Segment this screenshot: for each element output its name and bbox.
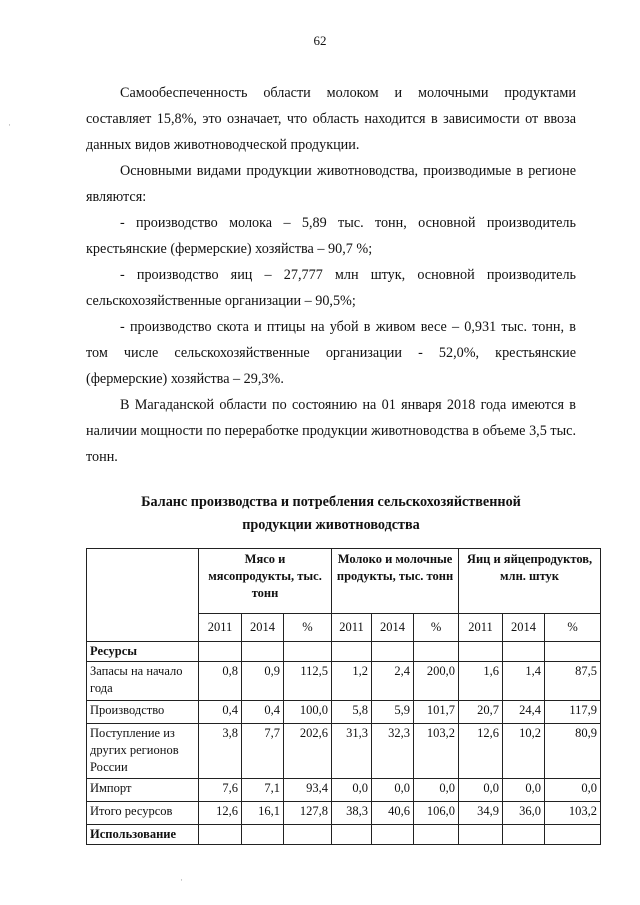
table-cell: 7,7	[242, 724, 284, 779]
table-cell: 117,9	[545, 701, 601, 724]
year-header: 2014	[242, 614, 284, 642]
paragraph-main-products: Основными видами продукции животноводства, производимые в регионе являются:	[86, 163, 576, 205]
table-cell: 0,8	[199, 662, 242, 701]
table-cell: 200,0	[414, 662, 459, 701]
table-cell: 24,4	[503, 701, 545, 724]
table-cell: 38,3	[332, 802, 372, 825]
header-meat: Мясо и мясопродукты, тыс. тонн	[199, 549, 332, 614]
table-cell: 0,4	[199, 701, 242, 724]
percent-header: %	[545, 614, 601, 642]
paragraph-livestock: - производство скота и птицы на убой в живом весе – 0,931 тыс. тонн, в том числе сельскохозяйственные организации - 52,0%, крестьянские (фермерские) хозяйства – 29,3%.	[86, 319, 576, 387]
year-header: 2014	[503, 614, 545, 642]
table-cell: 3,8	[199, 724, 242, 779]
row-label: Импорт	[87, 779, 199, 802]
scan-artifact-mark: ·	[180, 875, 183, 885]
paragraph-milk: - производство молока – 5,89 тыс. тонн, основной производитель крестьянские (фермерские) хозяйства – 90,7 %;	[86, 215, 576, 257]
table-cell: 5,9	[372, 701, 414, 724]
section-label-resources: Ресурсы	[87, 642, 199, 662]
percent-header: %	[414, 614, 459, 642]
table-cell: 0,0	[372, 779, 414, 802]
table-row	[87, 662, 601, 701]
balance-table	[86, 548, 601, 845]
paragraph-eggs: - производство яиц – 27,777 млн штук, основной производитель сельскохозяйственные организации – 90,5%;	[86, 267, 576, 309]
table-corner-cell	[87, 549, 199, 642]
table-cell: 80,9	[545, 724, 601, 779]
table-row	[87, 802, 601, 825]
table-title-line-2: продукции животноводства	[242, 517, 420, 533]
table-cell: 0,0	[545, 779, 601, 802]
table-row	[87, 779, 601, 802]
table-cell: 87,5	[545, 662, 601, 701]
paragraph-self-sufficiency: Самообеспеченность области молоком и молочными продуктами составляет 15,8%, это означает, что область находится в зависимости от ввоза данных видов животноводческой продукции.	[86, 85, 576, 153]
header-eggs: Яиц и яйцепродуктов, млн. штук	[459, 549, 601, 614]
table-title	[100, 491, 562, 537]
section-row-usage	[87, 825, 601, 845]
row-label: Запасы на начало года	[87, 662, 199, 701]
percent-header: %	[284, 614, 332, 642]
table-cell: 1,2	[332, 662, 372, 701]
year-header: 2011	[332, 614, 372, 642]
table-cell: 1,4	[503, 662, 545, 701]
table-cell: 100,0	[284, 701, 332, 724]
table-cell: 20,7	[459, 701, 503, 724]
row-label: Итого ресурсов	[87, 802, 199, 825]
page-number: 62	[313, 33, 327, 48]
table-cell: 16,1	[242, 802, 284, 825]
table-cell: 127,8	[284, 802, 332, 825]
table-cell: 12,6	[199, 802, 242, 825]
table-cell: 101,7	[414, 701, 459, 724]
table-cell: 112,5	[284, 662, 332, 701]
table-cell: 36,0	[503, 802, 545, 825]
year-header: 2011	[199, 614, 242, 642]
table-title-line-1: Баланс производства и потребления сельскохозяйственной	[141, 494, 521, 510]
table-cell: 31,3	[332, 724, 372, 779]
table-cell: 40,6	[372, 802, 414, 825]
table-cell: 93,4	[284, 779, 332, 802]
year-header: 2014	[372, 614, 414, 642]
table-cell: 0,0	[459, 779, 503, 802]
table-cell: 34,9	[459, 802, 503, 825]
table-row	[87, 724, 601, 779]
row-label: Производство	[87, 701, 199, 724]
table-cell: 7,1	[242, 779, 284, 802]
table-cell: 10,2	[503, 724, 545, 779]
table-cell: 2,4	[372, 662, 414, 701]
table-row	[87, 701, 601, 724]
table-cell: 0,0	[332, 779, 372, 802]
table-cell: 202,6	[284, 724, 332, 779]
table-cell: 0,0	[503, 779, 545, 802]
table-cell: 12,6	[459, 724, 503, 779]
year-header: 2011	[459, 614, 503, 642]
header-milk: Молоко и молочные продукты, тыс. тонн	[332, 549, 459, 614]
table-cell: 0,9	[242, 662, 284, 701]
table-cell: 103,2	[545, 802, 601, 825]
table-cell: 106,0	[414, 802, 459, 825]
row-label: Поступление из других регионов России	[87, 724, 199, 779]
table-header-groups	[87, 549, 601, 614]
table-cell: 7,6	[199, 779, 242, 802]
table-cell: 32,3	[372, 724, 414, 779]
table-cell: 5,8	[332, 701, 372, 724]
section-label-usage: Использование	[87, 825, 199, 845]
scan-artifact-mark: ·	[8, 120, 11, 130]
table-cell: 1,6	[459, 662, 503, 701]
table-cell: 103,2	[414, 724, 459, 779]
section-row-resources	[87, 642, 601, 662]
table-cell: 0,4	[242, 701, 284, 724]
table-cell: 0,0	[414, 779, 459, 802]
paragraph-processing-capacity: В Магаданской области по состоянию на 01 января 2018 года имеются в наличии мощности по переработке продукции животноводства в объеме 3,5 тыс. тонн.	[86, 397, 576, 465]
